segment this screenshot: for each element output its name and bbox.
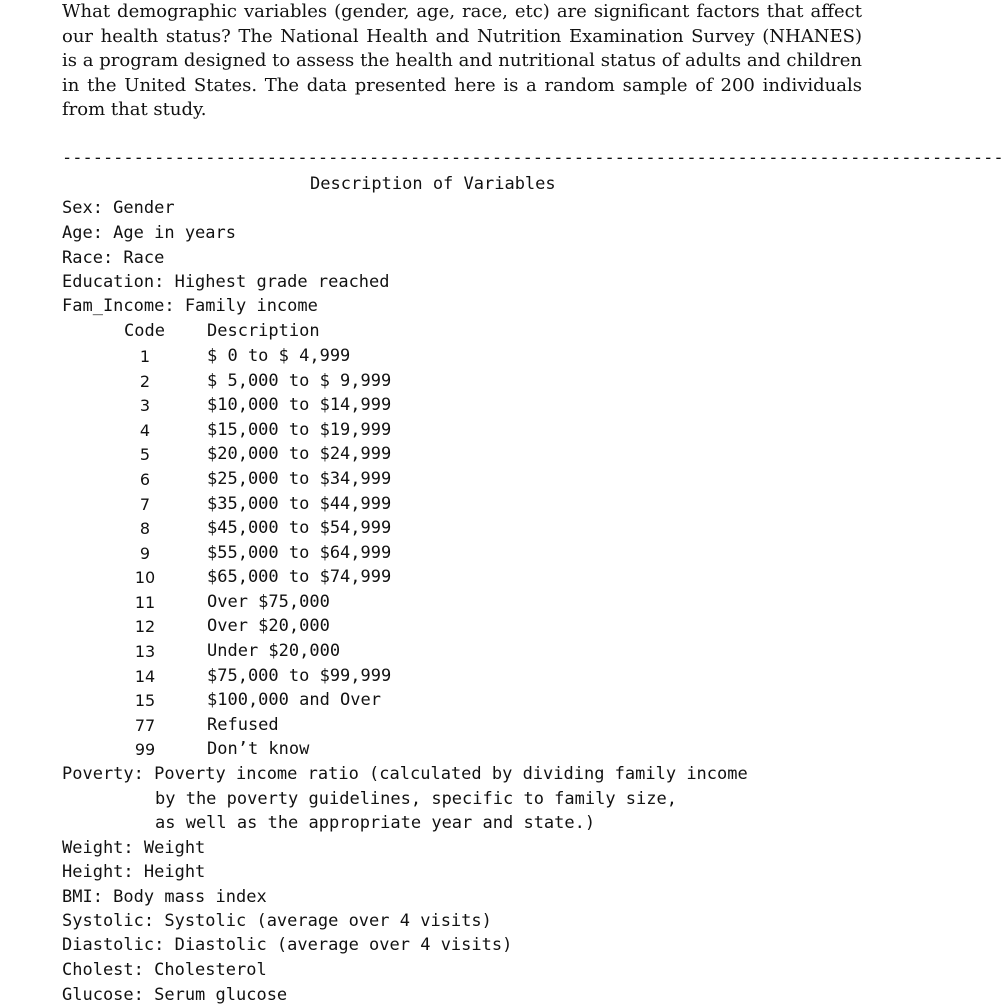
income-code: 10	[134, 568, 156, 587]
variable-poverty-continued: by the poverty guidelines, specific to family size,	[155, 789, 677, 809]
income-code: 8	[139, 519, 151, 538]
income-code: 15	[134, 691, 156, 710]
income-description: Over $75,000	[207, 592, 330, 612]
income-code: 7	[139, 495, 151, 514]
variable-race: Race: Race	[62, 248, 165, 268]
variable-glucose: Glucose: Serum glucose	[62, 985, 288, 1005]
income-code: 2	[139, 372, 151, 391]
income-description: Refused	[207, 715, 279, 735]
section-title: Description of Variables	[310, 174, 556, 194]
income-description: $35,000 to $44,999	[207, 494, 392, 514]
income-code: 4	[139, 421, 151, 440]
income-code: 6	[139, 470, 151, 489]
dashed-divider: --------------------------------------------------------------------------------------------	[62, 148, 1004, 168]
income-code-header: Code	[124, 321, 165, 341]
variable-bmi: BMI: Body mass index	[62, 887, 267, 907]
income-description: $ 5,000 to $ 9,999	[207, 371, 392, 391]
income-description: $100,000 and Over	[207, 690, 381, 710]
intro-paragraph: What demographic variables (gender, age, race, etc) are significant factors that affect our health status? The National Health and Nutrition Examination Survey (NHANES) is a program designed to assess the health and nutritional status of adults and children in the United States. The data presented here is a random sample of 200 individuals from that study.	[62, 1, 862, 120]
variable-height: Height: Height	[62, 862, 206, 882]
variable-cholest: Cholest: Cholesterol	[62, 960, 267, 980]
income-description: $75,000 to $99,999	[207, 666, 392, 686]
income-code: 14	[134, 667, 156, 686]
income-code: 1	[139, 347, 151, 366]
income-description: Don’t know	[207, 739, 310, 759]
income-code: 13	[134, 642, 156, 661]
income-description: $10,000 to $14,999	[207, 395, 392, 415]
variable-education: Education: Highest grade reached	[62, 272, 390, 292]
income-description: $55,000 to $64,999	[207, 543, 392, 563]
income-code: 3	[139, 396, 151, 415]
income-description: $65,000 to $74,999	[207, 567, 392, 587]
income-description: Over $20,000	[207, 616, 330, 636]
income-description: $20,000 to $24,999	[207, 444, 392, 464]
income-code: 11	[134, 593, 156, 612]
variable-age: Age: Age in years	[62, 223, 236, 243]
variable-poverty-continued: as well as the appropriate year and state.)	[155, 813, 596, 833]
variable-sex: Sex: Gender	[62, 198, 175, 218]
income-description: $45,000 to $54,999	[207, 518, 392, 538]
variable-poverty: Poverty: Poverty income ratio (calculated by dividing family income	[62, 764, 748, 784]
income-code: 5	[139, 445, 151, 464]
income-code: 9	[139, 544, 151, 563]
income-description: Under $20,000	[207, 641, 341, 661]
income-description: $25,000 to $34,999	[207, 469, 392, 489]
income-description-header: Description	[207, 321, 320, 341]
variable-fam-income: Fam_Income: Family income	[62, 296, 318, 316]
variable-systolic: Systolic: Systolic (average over 4 visits)	[62, 911, 492, 931]
variable-weight: Weight: Weight	[62, 838, 206, 858]
income-code: 77	[134, 716, 156, 735]
income-description: $15,000 to $19,999	[207, 420, 392, 440]
variable-diastolic: Diastolic: Diastolic (average over 4 visits)	[62, 935, 513, 955]
income-code: 12	[134, 617, 156, 636]
income-code: 99	[134, 740, 156, 759]
income-description: $ 0 to $ 4,999	[207, 346, 351, 366]
